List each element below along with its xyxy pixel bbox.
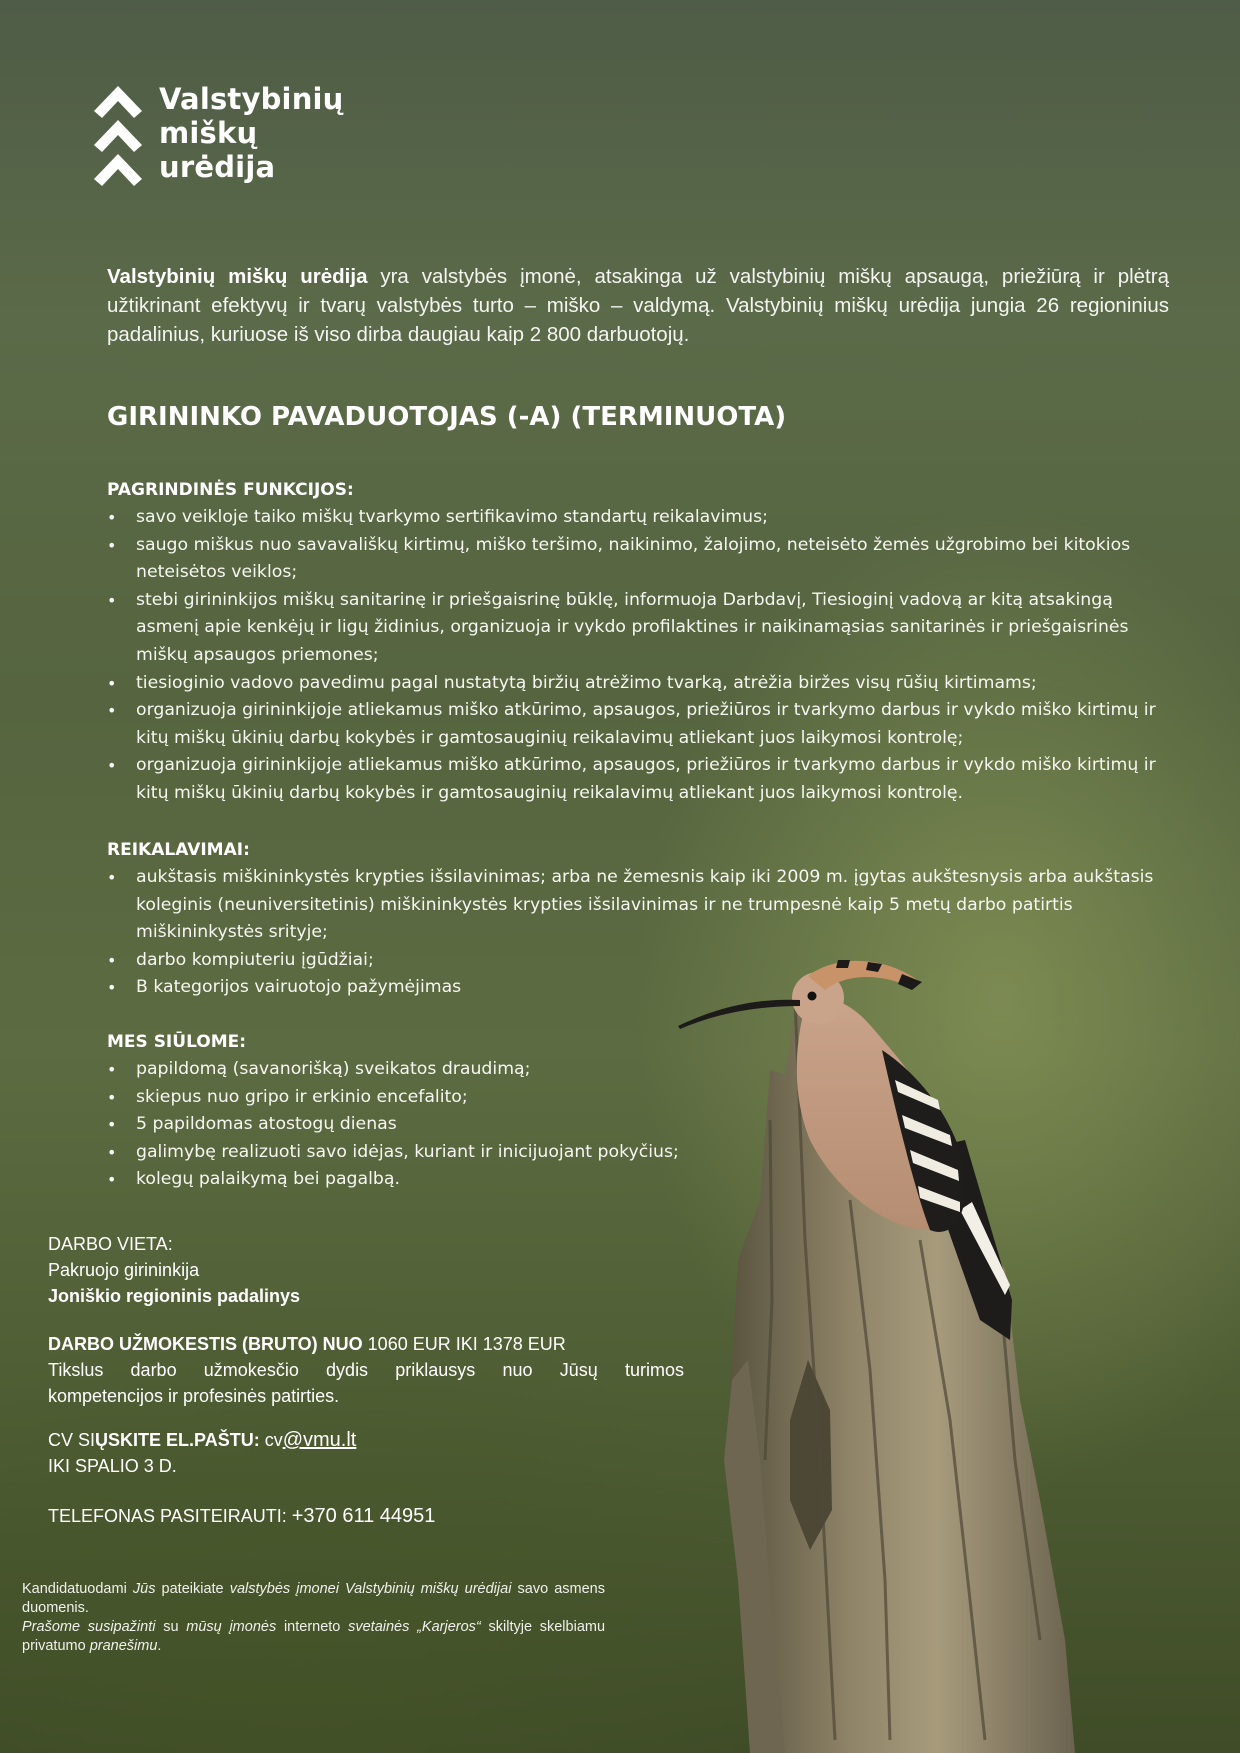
- bullet-icon: •: [107, 673, 117, 693]
- list-item-text: stebi girininkijos miškų sanitarinę ir priešgaisrinę būklę, informuoja Darbdavį, Tiesioginį vadovą ar kitą atsakingą asmenį apie kenkėjų ir ligų židinius, organizuoja ir vykdo profilaktines ir naikinamąsias sanitarinės ir priešgaisrinės miškų apsaugos priemones;: [136, 589, 1129, 665]
- workplace-unit: Joniškio regioninis padalinys: [48, 1286, 301, 1306]
- list-item-text: aukštasis miškininkystės krypties išsilavinimas; arba ne žemesnis kaip iki 2009 m. įgytas aukštesnysis arba aukštasis koleginis (neuniversitetinis) miškininkystės krypties išsilavinimas ir ne trumpesnė kaip 5 metų darbo patirtis miškininkystės srityje;: [136, 867, 1154, 943]
- list-item-text: kolegų palaikymą bei pagalbą.: [136, 1169, 400, 1190]
- list-item: [107, 670, 1177, 698]
- privacy-footnote: [22, 1580, 605, 1656]
- salary-label: DARBO UŽMOKESTIS (BRUTO) NUO: [48, 1334, 363, 1354]
- phone-block: [48, 1505, 435, 1528]
- org-name: Valstybinių miškų urėdija: [107, 265, 368, 288]
- bullet-icon: •: [107, 508, 117, 527]
- fn-text: Kandidatuodami: [22, 1581, 133, 1597]
- fn-italic: valstybės įmonei Valstybinių miškų urėdijai: [229, 1581, 512, 1597]
- fn-text: skiltyje skelbiamu privatumo: [22, 1619, 606, 1654]
- bullet-icon: •: [107, 590, 117, 610]
- tree-logo-icon: [92, 84, 144, 189]
- list-item: [107, 697, 1177, 752]
- list-item-text: tiesioginio vadovo pavedimu pagal nustatytą biržių atrėžimo tvarką, atrėžia biržes visų rūšių kirtimams;: [136, 672, 1037, 693]
- list-item-text: organizuoja girininkijoje atliekamus miško atkūrimo, apsaugos, priežiūros ir tvarkymo darbus ir vykdo miško kirtimų ir kitų miškų ūkinių darbų kokybės ir gamtosauginių reikalavimų atliekant juos laikymosi kontrolę.: [136, 755, 1156, 803]
- salary-note-1: Tikslus darbo užmokesčio dydis priklausys nuo Jūsų turimos: [48, 1360, 684, 1380]
- fn-italic: svetainės „Karjeros“: [348, 1619, 481, 1635]
- salary-note-2: kompetencijos ir profesinės patirties.: [48, 1386, 340, 1406]
- fn-text: su: [155, 1619, 187, 1635]
- bullet-icon: •: [107, 1060, 117, 1079]
- job-title: GIRININKO PAVADUOTOJAS (-A) (TERMINUOTA): [107, 402, 787, 432]
- fn-text: savo asmens duomenis.: [22, 1581, 605, 1616]
- list-item-text: 5 papildomas atostogų dienas: [136, 1114, 397, 1135]
- intro-paragraph: [107, 262, 1169, 349]
- fn-text: interneto: [276, 1619, 349, 1635]
- bullet-icon: •: [107, 978, 117, 998]
- bullet-icon: •: [107, 868, 117, 887]
- functions-section: [107, 480, 1177, 808]
- bullet-icon: •: [107, 535, 117, 555]
- bullet-icon: •: [107, 701, 117, 721]
- offer-heading: MES SIŪLOME:: [107, 1032, 247, 1052]
- bullet-icon: •: [107, 1142, 117, 1162]
- bullet-icon: •: [107, 950, 117, 970]
- email-link[interactable]: @vmu.lt: [282, 1429, 357, 1451]
- list-item-text: saugo miškus nuo savavališkų kirtimų, miško teršimo, naikinimo, žalojimo, neteisėto žemės užgrobimo bei kitokios neteisėtos veiklos;: [136, 534, 1131, 583]
- logo-line-3: urėdija: [159, 150, 276, 184]
- email-user: cv: [259, 1430, 283, 1450]
- salary-range: 1060 EUR IKI 1378 EUR: [362, 1334, 566, 1354]
- fn-text: pateikiate: [155, 1581, 230, 1597]
- requirements-heading: REIKALAVIMAI:: [107, 840, 250, 860]
- bullet-icon: •: [107, 1115, 117, 1135]
- bullet-icon: •: [107, 1170, 117, 1190]
- list-item: [107, 864, 1177, 947]
- company-logo: [92, 84, 352, 194]
- fn-italic: pranešimu: [89, 1638, 158, 1654]
- logo-line-2: miškų: [159, 116, 258, 150]
- functions-list: [107, 504, 1177, 808]
- fn-text: .: [157, 1638, 162, 1654]
- list-item-text: galimybę realizuoti savo idėjas, kuriant ir inicijuojant pokyčius;: [136, 1141, 679, 1162]
- functions-heading: PAGRINDINĖS FUNKCIJOS:: [107, 480, 354, 500]
- list-item: [107, 752, 1177, 807]
- salary-block: [48, 1331, 684, 1409]
- bullet-icon: •: [107, 1087, 117, 1107]
- list-item: [107, 504, 1177, 532]
- fn-italic: Jūs: [132, 1581, 156, 1597]
- cv-block: [48, 1427, 356, 1479]
- phone-number[interactable]: +370 611 44951: [291, 1505, 436, 1527]
- intro-text: yra valstybės įmonė, atsakinga už valstybinių miškų apsaugą, priežiūrą ir plėtrą užtikrinant efektyvų ir tvarų valstybės turto – miško – valdymą. Valstybinių miškų urėdija jungia 26 regioninius padalinius, kuriuose iš viso dirba daugiau kaip 2 800 darbuotojų.: [107, 265, 1169, 346]
- list-item-text: skiepus nuo gripo ir erkinio encefalito;: [136, 1086, 468, 1107]
- list-item-text: papildomą (savanorišką) sveikatos draudimą;: [136, 1059, 531, 1079]
- list-item-text: darbo kompiuteriu įgūdžiai;: [136, 949, 374, 970]
- fn-italic: mūsų įmonės: [186, 1619, 277, 1635]
- logo-wordmark: [159, 82, 344, 184]
- cv-prefix: CV SI: [48, 1430, 96, 1450]
- footnote-paragraph-1: [22, 1580, 605, 1618]
- workplace-place: Pakruojo girininkija: [48, 1260, 200, 1280]
- cv-label: ŲSKITE EL.PAŠTU:: [95, 1430, 260, 1450]
- fn-italic: Prašome susipažinti: [22, 1619, 156, 1635]
- list-item-text: organizuoja girininkijoje atliekamus miško atkūrimo, apsaugos, priežiūros ir tvarkymo darbus ir vykdo miško kirtimų ir kitų miškų ūkinių darbų kokybės ir gamtosauginių reikalavimų atliekant juos laikymosi kontrolę;: [136, 700, 1156, 748]
- list-item-text: savo veikloje taiko miškų tvarkymo sertifikavimo standartų reikalavimus;: [136, 507, 768, 527]
- cv-deadline: IKI SPALIO 3 D.: [48, 1456, 177, 1476]
- bullet-icon: •: [107, 756, 117, 776]
- workplace-label: DARBO VIETA:: [48, 1234, 173, 1254]
- workplace-block: [48, 1231, 300, 1309]
- hoopoe-on-stump-image: [620, 940, 1240, 1753]
- logo-line-1: Valstybinių: [159, 82, 344, 116]
- list-item: [107, 532, 1177, 587]
- list-item: [107, 587, 1177, 670]
- footnote-paragraph-2: [22, 1618, 605, 1656]
- list-item-text: B kategorijos vairuotojo pažymėjimas: [136, 977, 462, 998]
- phone-label: TELEFONAS PASITEIRAUTI:: [48, 1506, 292, 1526]
